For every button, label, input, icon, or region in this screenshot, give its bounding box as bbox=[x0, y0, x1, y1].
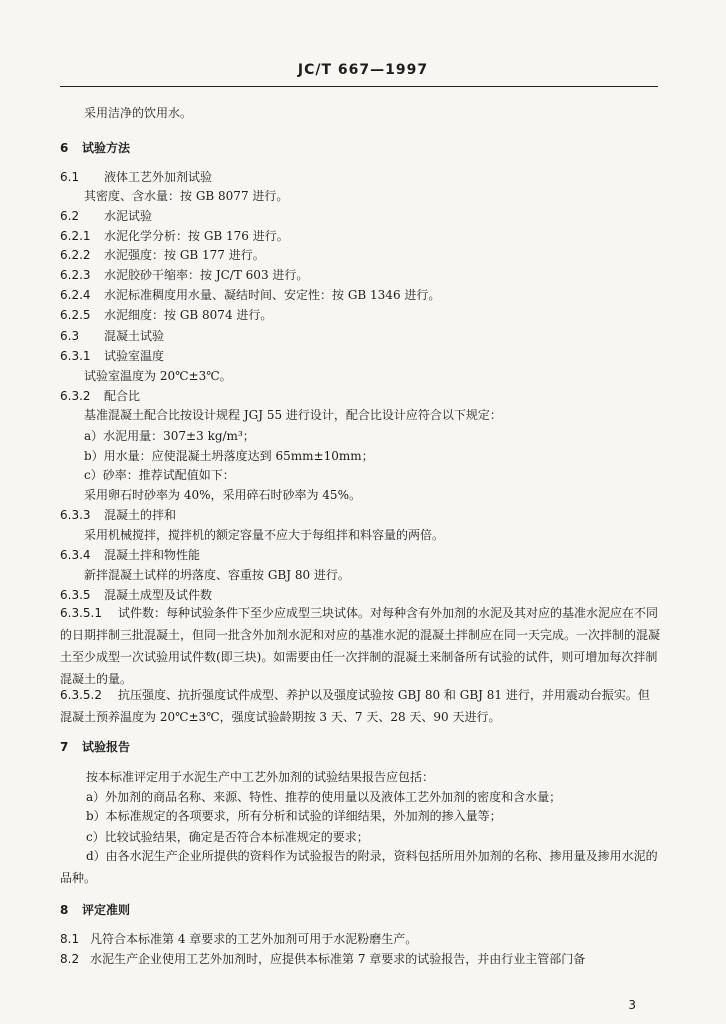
clause-number: 6.3.1 bbox=[60, 349, 91, 363]
clause-number: 8.1 bbox=[60, 932, 80, 946]
clause-text: 水泥胶砂干缩率：按 JC/T 603 进行。 bbox=[104, 268, 309, 282]
clause-6-3-2 bbox=[60, 388, 660, 404]
section-title: 试验报告 bbox=[82, 740, 131, 754]
clause-number: 6.3.5 bbox=[60, 588, 91, 602]
page-header: JC/T 667—1997 bbox=[297, 62, 429, 78]
list-item: d）由各水泥生产企业所提供的资料作为试验报告的附录，资料包括所用外加剂的名称、掺用量及掺用水泥的品种。 bbox=[60, 849, 658, 885]
clause-text: 水泥强度：按 GB 177 进行。 bbox=[104, 248, 265, 262]
clause-8-2 bbox=[60, 951, 660, 967]
clause-title: 混凝土试验 bbox=[104, 329, 165, 343]
clause-6-2-5 bbox=[60, 307, 660, 323]
clause-number: 6.2.3 bbox=[60, 268, 91, 282]
list-item: a）外加剂的商品名称、来源、特性、推荐的使用量以及液体工艺外加剂的密度和含水量； bbox=[86, 790, 562, 804]
section-title: 试验方法 bbox=[82, 141, 131, 155]
clause-number: 6.2.2 bbox=[60, 248, 91, 262]
body-text: 按本标准评定用于水泥生产中工艺外加剂的试验结果报告应包括： bbox=[86, 770, 435, 784]
clause-title: 混凝土拌和物性能 bbox=[104, 548, 201, 562]
list-item: a）水泥用量：307±3 kg/m³； bbox=[84, 429, 255, 443]
clause-title: 液体工艺外加剂试验 bbox=[104, 170, 213, 184]
clause-title: 配合比 bbox=[104, 389, 141, 403]
clause-number: 6.2.5 bbox=[60, 308, 91, 322]
clause-number: 8.2 bbox=[60, 952, 80, 966]
section-title: 评定准则 bbox=[82, 903, 131, 917]
clause-title: 混凝土成型及试件数 bbox=[104, 588, 213, 602]
clause-number: 6.2 bbox=[60, 209, 80, 223]
clause-6-2-1 bbox=[60, 228, 660, 244]
section-heading-6 bbox=[60, 140, 660, 156]
clause-title: 水泥试验 bbox=[104, 209, 153, 223]
clause-6-3 bbox=[60, 328, 660, 344]
clause-title: 混凝土的拌和 bbox=[104, 508, 177, 522]
clause-6-1 bbox=[60, 169, 660, 185]
clause-number: 6.2.1 bbox=[60, 229, 91, 243]
clause-text: 水泥化学分析：按 GB 176 进行。 bbox=[104, 229, 289, 243]
list-item: b）本标准规定的各项要求，所有分析和试验的详细结果，外加剂的掺入量等； bbox=[86, 809, 502, 823]
clause-number: 6.3 bbox=[60, 329, 80, 343]
clause-6-3-1 bbox=[60, 348, 660, 364]
body-text: 新拌混凝土试样的坍落度、容重按 GBJ 80 进行。 bbox=[84, 568, 350, 582]
body-text: 采用机械搅拌，搅拌机的额定容量不应大于每组拌和料容量的两倍。 bbox=[84, 528, 445, 542]
clause-text: 抗压强度、抗折强度试件成型、养护以及强度试验按 GBJ 80 和 GBJ 81 进行，并用震动台振实。但混凝土预养温度为 20℃±3℃，强度试验龄期按 3 天、7 天、28 天、90 天进行。 bbox=[60, 688, 650, 724]
section-number: 8 bbox=[60, 903, 69, 917]
clause-text: 试件数：每种试验条件下至少应成型三块试体。对每种含有外加剂的水泥及其对应的基准水泥应在不同的日期拌制三批混凝土，但同一批含外加剂水泥和对应的基准水泥的混凝土拌制应在同一天完成。一次拌制的混凝土至少成型一次试验用试件数(即三块)。如需要由任一次拌制的混凝土来制备所有试验的试件，则可增加每次拌制混凝土的量。 bbox=[60, 606, 661, 686]
clause-number: 6.3.5.2 bbox=[60, 688, 102, 702]
body-text: 采用洁净的饮用水。 bbox=[84, 106, 193, 120]
clause-text: 凡符合本标准第 4 章要求的工艺外加剂可用于水泥粉磨生产。 bbox=[90, 932, 418, 946]
clause-6-3-5 bbox=[60, 587, 660, 603]
section-number: 7 bbox=[60, 740, 69, 754]
page-number: 3 bbox=[628, 998, 636, 1012]
clause-6-2-2 bbox=[60, 247, 660, 263]
clause-6-3-5-1 bbox=[60, 602, 660, 690]
section-heading-7 bbox=[60, 739, 660, 755]
clause-title: 试验室温度 bbox=[104, 349, 165, 363]
list-item: c）砂率：推荐试配值如下： bbox=[84, 468, 235, 482]
body-text: 其密度、含水量：按 GB 8077 进行。 bbox=[84, 189, 289, 203]
body-text: 试验室温度为 20℃±3℃。 bbox=[84, 369, 232, 383]
list-item: b）用水量：应使混凝土坍落度达到 65mm±10mm； bbox=[84, 449, 374, 463]
clause-number: 6.2.4 bbox=[60, 288, 91, 302]
clause-text: 水泥生产企业使用工艺外加剂时，应提供本标准第 7 章要求的试验报告，并由行业主管部门备 bbox=[90, 952, 586, 966]
clause-number: 6.3.4 bbox=[60, 548, 91, 562]
clause-number: 6.3.5.1 bbox=[60, 606, 102, 620]
clause-8-1 bbox=[60, 931, 660, 947]
header-rule bbox=[60, 86, 658, 87]
body-text: 基准混凝土配合比按设计规程 JGJ 55 进行设计，配合比设计应符合以下规定： bbox=[84, 408, 502, 422]
clause-number: 6.3.3 bbox=[60, 508, 91, 522]
clause-number: 6.3.2 bbox=[60, 389, 91, 403]
clause-6-3-4 bbox=[60, 547, 660, 563]
section-heading-8 bbox=[60, 902, 660, 918]
clause-6-3-3 bbox=[60, 507, 660, 523]
clause-number: 6.1 bbox=[60, 170, 80, 184]
section-number: 6 bbox=[60, 141, 69, 155]
list-item: c）比较试验结果，确定是否符合本标准规定的要求； bbox=[86, 830, 369, 844]
clause-text: 水泥标准稠度用水量、凝结时间、安定性：按 GB 1346 进行。 bbox=[104, 288, 441, 302]
clause-6-2-4 bbox=[60, 287, 660, 303]
clause-6-3-5-2 bbox=[60, 684, 660, 728]
clause-text: 水泥细度：按 GB 8074 进行。 bbox=[104, 308, 273, 322]
clause-6-2 bbox=[60, 208, 660, 224]
body-text: 采用卵石时砂率为 40%，采用碎石时砂率为 45%。 bbox=[84, 488, 361, 502]
clause-6-2-3 bbox=[60, 267, 660, 283]
